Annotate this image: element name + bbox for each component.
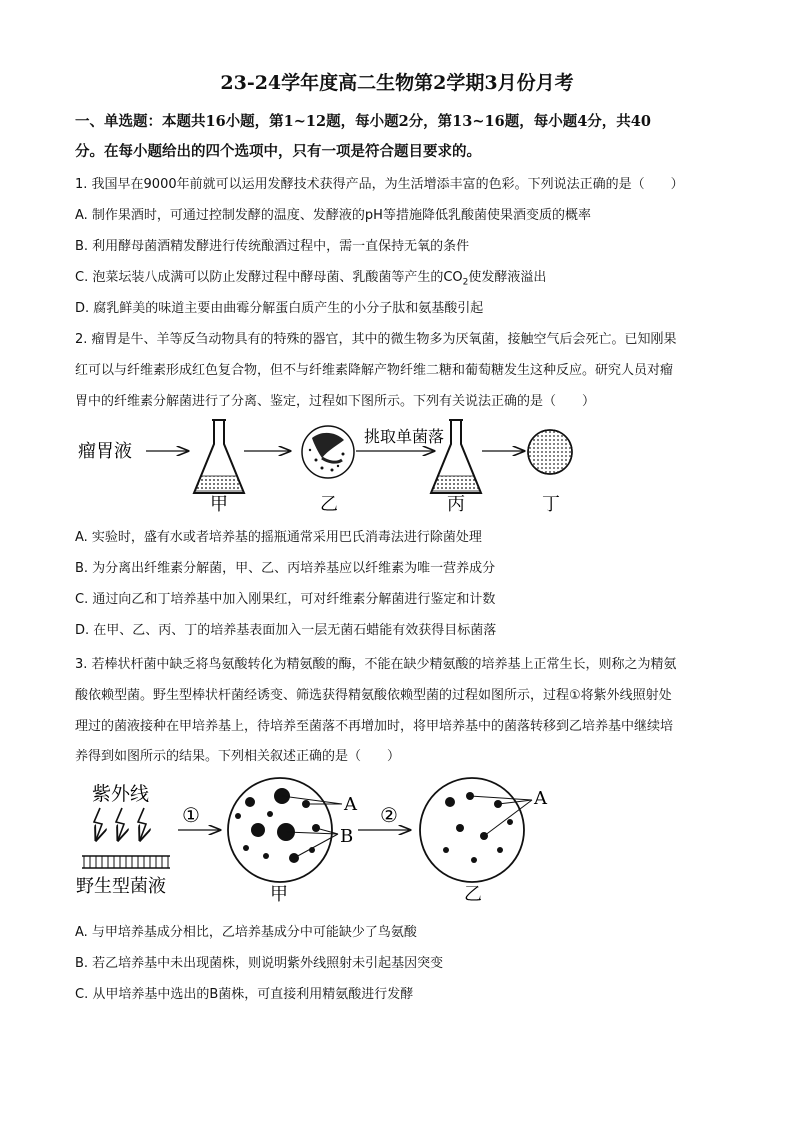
- figure-q2-isolation-process: [60, 410, 620, 520]
- fig2-label-bing: 丙: [447, 494, 465, 515]
- section-heading-line-2: 分。在每小题给出的四个选项中，只有一项是符合题目要求的。: [75, 143, 481, 160]
- fig3-label-yi: 乙: [464, 884, 482, 905]
- question-2-stem-line-2: 红可以与纤维素形成红色复合物，但不与纤维素降解产物纤维二糖和葡萄糖发生这种反应。研究人员对瘤: [75, 363, 674, 378]
- figure-q3-mutant-screening: [70, 770, 570, 910]
- question-2-stem-line-3: 胃中的纤维素分解菌进行了分离、鉴定，过程如下图所示。下列有关说法正确的是（ ）: [75, 394, 596, 409]
- fig2-label-ding: 丁: [542, 494, 560, 515]
- fig3-label-jia: 甲: [270, 884, 288, 905]
- plate-ding-icon: [528, 430, 572, 474]
- fig2-pick-label: 挑取单菌落: [364, 427, 445, 446]
- fig3-label-a: A: [344, 794, 357, 815]
- option-c-text: C. 泡菜坛装八成满可以防止发酵过程中酵母菌、乳酸菌等产生的CO: [75, 270, 463, 285]
- flask-jia-icon: [194, 420, 244, 493]
- plate-jia-icon: [228, 778, 342, 882]
- fig3-step-2: ②: [380, 803, 398, 827]
- fig3-label-a-2: A: [534, 788, 547, 809]
- question-3-stem-line-4: 养得到如图所示的结果。下列相关叙述正确的是（ ）: [75, 749, 401, 764]
- question-3-option-c: C. 从甲培养基中选出的B菌株，可直接利用精氨酸进行发酵: [75, 987, 414, 1002]
- question-3-stem-line-2: 酸依赖型菌。野生型棒状杆菌经诱变、筛选获得精氨酸依赖型菌的过程如图所示，过程①将紫外线照射处: [75, 688, 672, 703]
- option-c-text-end: 使发酵液溢出: [468, 270, 547, 285]
- question-3-option-b: B. 若乙培养基中未出现菌株，则说明紫外线照射未引起基因突变: [75, 956, 444, 971]
- question-2-option-b: B. 为分离出纤维素分解菌，甲、乙、丙培养基应以纤维素为唯一营养成分: [75, 561, 496, 576]
- question-1-option-b: B. 利用酵母菌酒精发酵进行传统酿酒过程中，需一直保持无氧的条件: [75, 239, 470, 254]
- fig3-step-1: ①: [182, 803, 200, 827]
- question-1-option-a: A. 制作果酒时，可通过控制发酵的温度、发酵液的pH等措施降低乳酸菌使果酒变质的概率: [75, 208, 591, 223]
- question-1-option-c: [75, 266, 546, 288]
- question-2-option-d: D. 在甲、乙、丙、丁的培养基表面加入一层无菌石蜡能有效获得目标菌落: [75, 623, 497, 638]
- fig3-uv-label: 紫外线: [92, 783, 150, 805]
- fig3-label-b: B: [340, 826, 354, 847]
- question-2-stem-line-1: 2. 瘤胃是牛、羊等反刍动物具有的特殊的器官，其中的微生物多为厌氧菌，接触空气后会死亡。已知刚果: [75, 332, 677, 347]
- petri-dish-side-icon: [82, 856, 170, 868]
- question-3-option-a: A. 与甲培养基成分相比，乙培养基成分中可能缺少了鸟氨酸: [75, 925, 417, 940]
- uv-rays-icon: [94, 808, 146, 840]
- question-2-option-c: C. 通过向乙和丁培养基中加入刚果红，可对纤维素分解菌进行鉴定和计数: [75, 592, 496, 607]
- page-title: 23-24学年度高二生物第2学期3月份月考: [220, 72, 574, 94]
- fig2-label-jia: 甲: [210, 494, 228, 515]
- question-3-stem-line-3: 理过的菌液接种在甲培养基上，待培养至菌落不再增加时，将甲培养基中的菌落转移到乙培养基中继续培: [75, 719, 674, 734]
- fig2-label-yi: 乙: [320, 494, 338, 515]
- fig2-source-label: 瘤胃液: [78, 441, 132, 462]
- section-heading-line-1: 一、单选题：本题共16小题，第1~12题，每小题2分，第13~16题，每小题4分，共40: [75, 113, 651, 130]
- plate-yi-icon: [420, 778, 532, 882]
- question-1-option-d: D. 腐乳鲜美的味道主要由曲霉分解蛋白质产生的小分子肽和氨基酸引起: [75, 301, 484, 316]
- question-3-stem-line-1: 3. 若棒状杆菌中缺乏将鸟氨酸转化为精氨酸的酶，不能在缺少精氨酸的培养基上正常生长，则称之为精氨: [75, 657, 677, 672]
- question-2-option-a: A. 实验时，盛有水或者培养基的摇瓶通常采用巴氏消毒法进行除菌处理: [75, 530, 482, 545]
- co2-subscript: 2: [462, 277, 469, 288]
- question-1-stem: 1. 我国早在9000年前就可以运用发酵技术获得产品，为生活增添丰富的色彩。下列说法正确的是（ ）: [75, 177, 684, 192]
- plate-yi-icon: [302, 426, 354, 478]
- fig3-wild-label: 野生型菌液: [76, 876, 166, 897]
